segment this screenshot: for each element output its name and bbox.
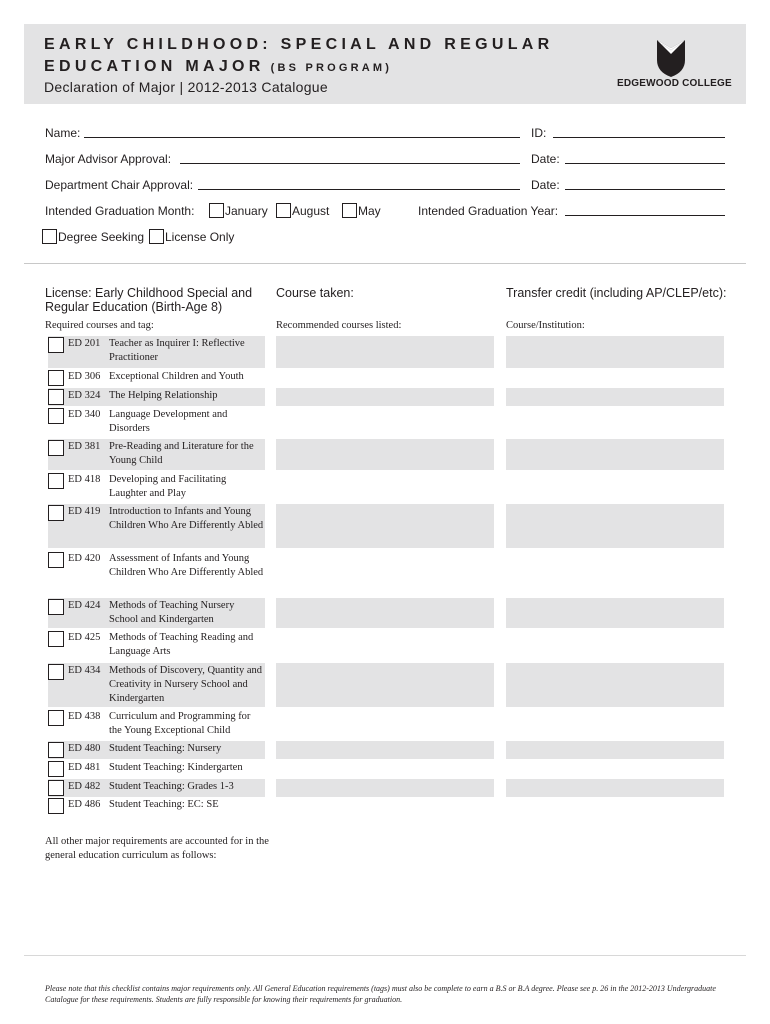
course-checkbox[interactable] [48,440,64,456]
header-banner [24,24,746,104]
may-checkbox[interactable] [342,203,357,218]
course-row [48,369,266,387]
transfer-credit-box[interactable] [506,336,724,368]
course-code: ED 419 [68,506,101,517]
course-checkbox[interactable] [48,599,64,615]
course-checkbox[interactable] [48,337,64,353]
recommended-courses-label: Recommended courses listed: [276,320,402,331]
course-checkbox[interactable] [48,664,64,680]
course-checkbox[interactable] [48,761,64,777]
degree-seeking-checkbox[interactable] [42,229,57,244]
page-title-line2 [44,58,392,76]
course-code: ED 438 [68,711,101,722]
page-title-line1: EARLY CHILDHOOD: SPECIAL AND REGULAR [44,36,554,53]
course-row [48,797,266,815]
course-name: Assessment of Infants and Young Children Who Are Differently Abled [109,553,264,578]
institution-label: Course/Institution: [506,320,585,331]
course-taken-box[interactable] [276,779,494,797]
course-code: ED 420 [68,553,101,564]
course-checkbox[interactable] [48,552,64,568]
grad-year-label: Intended Graduation Year: [418,204,559,218]
may-label: May [358,204,381,218]
course-name: Methods of Teaching Reading and Language Arts [109,632,254,657]
transfer-credit-box[interactable] [506,388,724,406]
course-code: ED 324 [68,390,101,401]
course-taken-box[interactable] [276,336,494,368]
name-field[interactable] [84,137,520,138]
college-logo-text: EDGEWOOD COLLEGE [617,78,732,89]
course-name: Introduction to Infants and Young Children Who Are Differently Abled [109,506,264,531]
course-name: Exceptional Children and Youth [109,371,244,382]
id-label: ID: [531,126,547,140]
transfer-credit-box[interactable] [506,663,724,707]
course-code: ED 434 [68,665,101,676]
course-name: Student Teaching: Kindergarten [109,762,243,773]
page-title-program: (BS PROGRAM) [270,62,393,74]
grad-month-label: Intended Graduation Month: [45,204,195,218]
course-checkbox[interactable] [48,370,64,386]
course-code: ED 481 [68,762,101,773]
name-label: Name: [45,126,81,140]
license-only-checkbox[interactable] [149,229,164,244]
license-heading-line1: License: Early Childhood Special and [45,286,253,300]
course-taken-box[interactable] [276,663,494,707]
course-code: ED 201 [68,338,101,349]
course-row [48,779,266,797]
course-checkbox[interactable] [48,408,64,424]
course-name: The Helping Relationship [109,390,218,401]
course-name: Developing and Facilitating Laughter and Play [109,474,227,499]
advisor-field[interactable] [180,163,520,164]
chair-label: Department Chair Approval: [45,178,194,192]
course-taken-box[interactable] [276,388,494,406]
transfer-credit-box[interactable] [506,779,724,797]
course-taken-heading: Course taken: [276,286,354,300]
required-courses-label: Required courses and tag: [45,320,154,331]
course-name: Language Development and Disorders [109,409,228,434]
course-name: Methods of Teaching Nursery School and Kindergarten [109,600,235,625]
course-code: ED 306 [68,371,101,382]
course-row [48,630,266,660]
advisor-label: Major Advisor Approval: [45,152,172,166]
chair-field[interactable] [198,189,520,190]
course-checkbox[interactable] [48,710,64,726]
license-only-label: License Only [165,230,235,244]
august-label: August [292,204,330,218]
course-name: Methods of Discovery, Quantity and Creativity in Nursery School and Kindergarten [109,665,262,704]
date-label-1: Date: [531,152,560,166]
course-code: ED 381 [68,441,101,452]
course-checkbox[interactable] [48,780,64,796]
course-taken-box[interactable] [276,741,494,759]
course-taken-box[interactable] [276,598,494,628]
course-taken-box[interactable] [276,439,494,470]
course-name: Student Teaching: Grades 1-3 [109,781,234,792]
grad-year-field[interactable] [565,215,725,216]
course-code: ED 486 [68,799,101,810]
january-checkbox[interactable] [209,203,224,218]
course-row [48,336,266,368]
course-code: ED 480 [68,743,101,754]
license-heading-line2: Regular Education (Birth-Age 8) [45,300,223,314]
shield-icon [654,38,688,78]
course-row [48,439,266,470]
course-row [48,504,266,548]
course-checkbox[interactable] [48,631,64,647]
footer-note: Please note that this checklist contains major requirements only. All General Education requirements (tags) must also be complete to earn a B.S or B.A degree. Please see p. 26 in the 2012-2013 Undergraduate Catalogue for these requirements. Students are fully responsible for knowing their requirements for graduation. [45,984,716,1004]
id-field[interactable] [553,137,725,138]
advisor-date-field[interactable] [565,163,725,164]
course-row [48,472,266,502]
course-checkbox[interactable] [48,742,64,758]
course-name: Pre-Reading and Literature for the Young Child [109,441,254,466]
chair-date-field[interactable] [565,189,725,190]
course-code: ED 424 [68,600,101,611]
date-label-2: Date: [531,178,560,192]
section-divider [24,263,746,264]
course-name: Teacher as Inquirer I: Reflective Practitioner [109,338,245,363]
page-subtitle: Declaration of Major | 2012-2013 Catalogue [44,79,328,95]
course-row [48,760,266,778]
transfer-credit-box[interactable] [506,439,724,470]
degree-seeking-label: Degree Seeking [58,230,145,244]
course-checkbox[interactable] [48,473,64,489]
transfer-credit-heading: Transfer credit (including AP/CLEP/etc): [506,286,727,300]
course-name: Curriculum and Programming for the Young Exceptional Child [109,711,251,736]
page-title-major: EDUCATION MAJOR [44,58,265,75]
footer-divider [24,955,746,956]
january-label: January [225,204,268,218]
course-code: ED 340 [68,409,101,420]
course-code: ED 425 [68,632,101,643]
course-code: ED 482 [68,781,101,792]
course-row [48,709,266,739]
course-row [48,407,266,437]
course-name: Student Teaching: EC: SE [109,799,219,810]
course-name: Student Teaching: Nursery [109,743,222,754]
course-checkbox[interactable] [48,389,64,405]
course-checkbox[interactable] [48,798,64,814]
transfer-credit-box[interactable] [506,598,724,628]
course-row [48,741,266,759]
august-checkbox[interactable] [276,203,291,218]
course-code: ED 418 [68,474,101,485]
transfer-credit-box[interactable] [506,504,724,548]
transfer-credit-box[interactable] [506,741,724,759]
other-requirements-text: All other major requirements are accounted for in the general education curriculum as follows: [45,836,269,861]
course-row [48,663,266,707]
course-row [48,551,266,595]
course-taken-box[interactable] [276,504,494,548]
course-checkbox[interactable] [48,505,64,521]
course-row [48,598,266,628]
course-row [48,388,266,406]
